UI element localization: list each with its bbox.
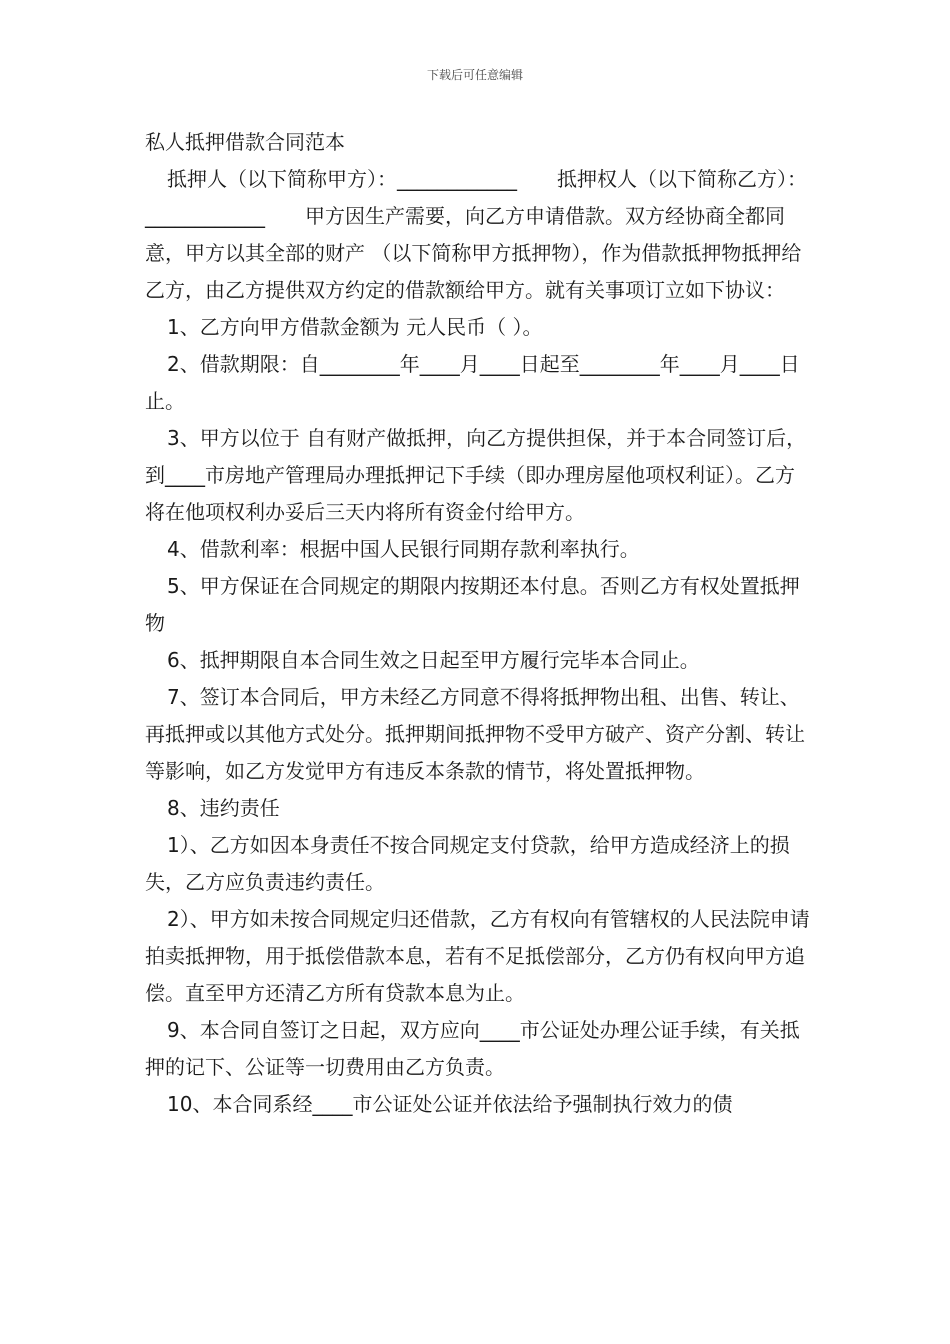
clause-1: 1、乙方向甲方借款金额为 元人民币（ ）。	[167, 315, 543, 339]
document-title: 私人抵押借款合同范本	[145, 130, 345, 154]
clause-8-2: 2）、甲方如未按合同规定归还借款，乙方有权向有管辖权的人民法院申请拍卖抵押物，用于抵偿借款本息，若有不足抵偿部分，乙方仍有权向甲方追偿。直至甲方还清乙方所有贷款本息为止。	[145, 907, 810, 1005]
page-header-note: 下载后可任意编辑	[426, 68, 523, 82]
clause-10: 10、本合同系经____市公证处公证并依法给予强制执行效力的债	[167, 1092, 733, 1116]
clause-6: 6、抵押期限自本合同生效之日起至甲方履行完毕本合同止。	[167, 648, 700, 672]
document-body	[145, 124, 810, 1123]
clause-7: 7、签订本合同后，甲方未经乙方同意不得将抵押物出租、出售、转让、再抵押或以其他方式处分。抵押期间抵押物不受甲方破产、资产分割、转让等影响，如乙方发觉甲方有违反本条款的情节，将处置抵押物。	[145, 685, 805, 783]
clause-8-1: 1）、乙方如因本身责任不按合同规定支付贷款，给甲方造成经济上的损失，乙方应负责违约责任。	[145, 833, 790, 894]
paragraph-intro: 抵押人（以下简称甲方）：____________ 抵押权人（以下简称乙方）：____________ 甲方因生产需要，向乙方申请借款。双方经协商全都同意，甲方以其全部的财产 （以下简称甲方抵押物），作为借款抵押物抵押给乙方，由乙方提供双方约定的借款额给甲方。就有关事项订立如下协议：	[145, 167, 807, 302]
clause-9: 9、本合同自签订之日起，双方应向____市公证处办理公证手续，有关抵押的记下、公证等一切费用由乙方负责。	[145, 1018, 800, 1079]
clause-4: 4、借款利率：根据中国人民银行同期存款利率执行。	[167, 537, 640, 561]
clause-3: 3、甲方以位于 自有财产做抵押，向乙方提供担保，并于本合同签订后，到____市房地产管理局办理抵押记下手续（即办理房屋他项权利证）。乙方将在他项权利办妥后三天内将所有资金付给甲方。	[145, 426, 807, 524]
clause-2: 2、借款期限：自________年____月____日起至________年____月____日止。	[145, 352, 800, 413]
clause-8: 8、违约责任	[167, 796, 280, 820]
clause-5: 5、甲方保证在合同规定的期限内按期还本付息。否则乙方有权处置抵押物	[145, 574, 800, 635]
